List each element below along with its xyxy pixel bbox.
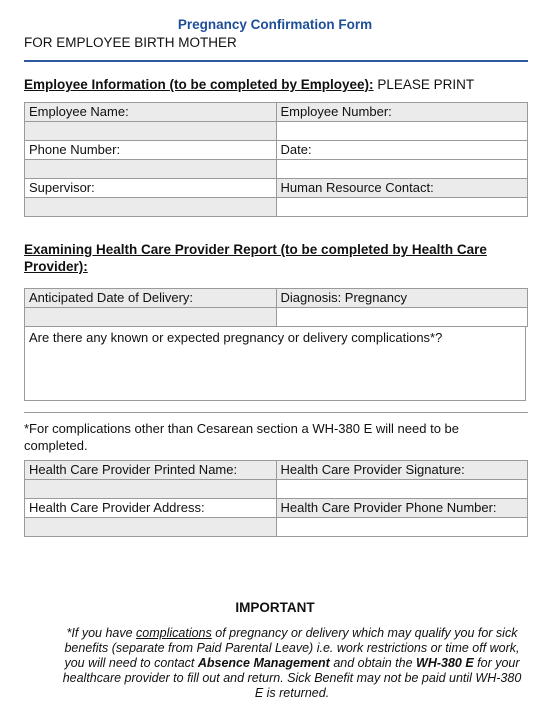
important-text-3: and obtain the: [329, 656, 417, 670]
printed-name-label: Health Care Provider Printed Name:: [25, 461, 277, 480]
employee-section-heading-suffix: PLEASE PRINT: [373, 77, 475, 92]
phone-label: Health Care Provider Phone Number:: [276, 499, 528, 518]
phone-input[interactable]: [276, 518, 528, 537]
complications-field[interactable]: [24, 326, 526, 401]
hr-contact-input[interactable]: [276, 198, 528, 217]
absence-management-text: Absence Management: [197, 656, 330, 670]
phone-number-input[interactable]: [25, 160, 277, 179]
employee-section-heading-text: Employee Information (to be completed by Employee):: [24, 77, 374, 92]
important-text-1: *If you have: [66, 626, 137, 640]
section-divider: [24, 412, 528, 413]
diagnosis-input[interactable]: [276, 308, 528, 327]
employee-name-label: Employee Name:: [25, 103, 277, 122]
diagnosis-label: Diagnosis: Pregnancy: [276, 289, 528, 308]
address-label: Health Care Provider Address:: [25, 499, 277, 518]
header-divider: [24, 60, 528, 62]
date-label: Date:: [276, 141, 528, 160]
employee-number-input[interactable]: [276, 122, 528, 141]
employee-info-table: [24, 102, 528, 217]
wh-380e-text: WH-380 E: [416, 656, 474, 670]
provider-section-heading-text: Examining Health Care Provider Report (to be completed by Health Care Provider):: [24, 242, 487, 274]
supervisor-input[interactable]: [25, 198, 277, 217]
employee-name-input[interactable]: [25, 122, 277, 141]
form-title: Pregnancy Confirmation Form: [177, 17, 373, 32]
anticipated-date-label: Anticipated Date of Delivery:: [25, 289, 277, 308]
form-subtitle: FOR EMPLOYEE BIRTH MOTHER: [24, 35, 237, 50]
hr-contact-label: Human Resource Contact:: [276, 179, 528, 198]
date-input[interactable]: [276, 160, 528, 179]
phone-number-label: Phone Number:: [25, 141, 277, 160]
anticipated-date-input[interactable]: [25, 308, 277, 327]
complications-link-text: complications: [136, 626, 212, 640]
important-text-2: of pregnancy or delivery which may qualify you for sick benefits (separate from Paid Parental Leave) i.e. work restrictions or time off work, you will need to contact: [64, 626, 520, 670]
printed-name-input[interactable]: [25, 480, 277, 499]
employee-section-heading: [24, 76, 528, 93]
provider-section-heading: [24, 241, 528, 275]
complications-note: *For complications other than Cesarean section a WH-380 E will need to be completed.: [24, 421, 459, 453]
important-notice: [60, 626, 524, 701]
important-text-4: for your healthcare provider to fill out and return. Sick Benefit may not be paid until WH-380 E is returned.: [62, 656, 522, 700]
address-input[interactable]: [25, 518, 277, 537]
supervisor-label: Supervisor:: [25, 179, 277, 198]
complications-question: Are there any known or expected pregnancy or delivery complications*?: [29, 330, 443, 345]
signature-input[interactable]: [276, 480, 528, 499]
employee-number-label: Employee Number:: [276, 103, 528, 122]
signature-label: Health Care Provider Signature:: [276, 461, 528, 480]
important-heading: IMPORTANT: [235, 600, 315, 615]
provider-report-table: [24, 288, 528, 327]
provider-signature-table: [24, 460, 528, 537]
